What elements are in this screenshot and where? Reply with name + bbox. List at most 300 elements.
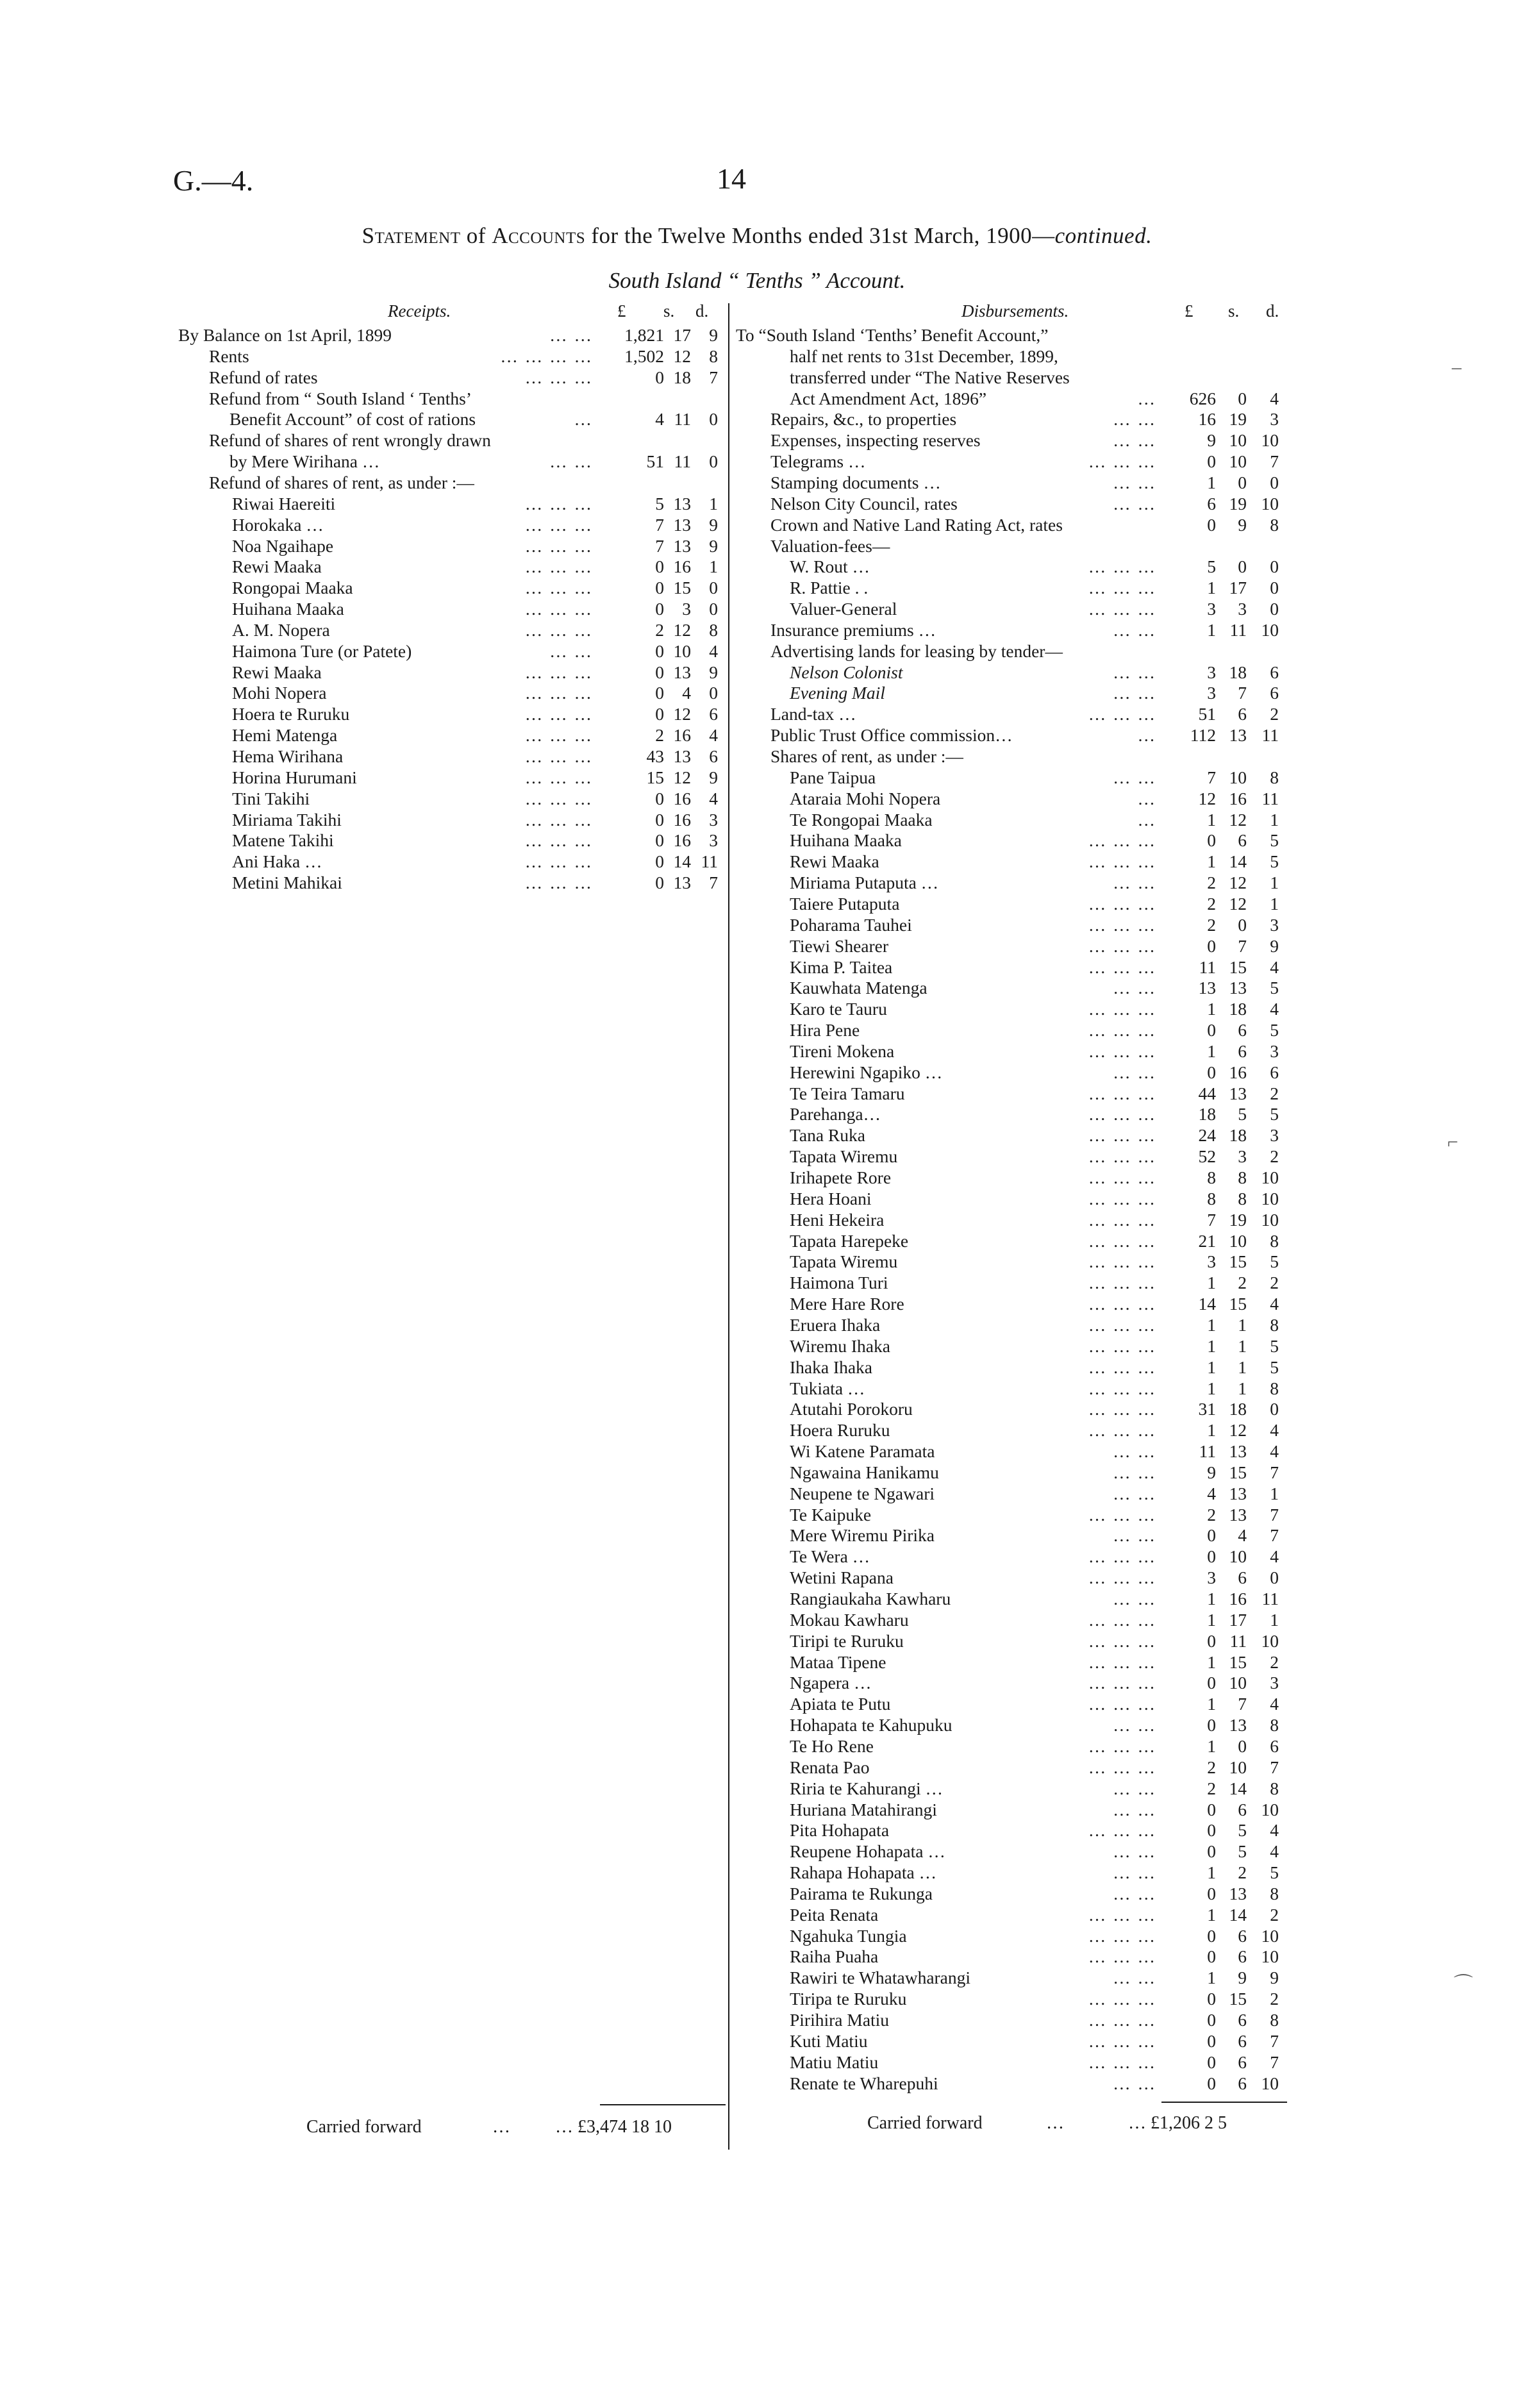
pounds-cell: 0 <box>1207 830 1216 851</box>
shillings-cell: 6 <box>1238 1799 1247 1819</box>
shillings-cell: 15 <box>1229 957 1247 977</box>
pence-cell: 8 <box>1270 1314 1279 1335</box>
shillings-cell: 17 <box>1229 578 1247 598</box>
pounds-cell: 5 <box>1207 556 1216 577</box>
row-label: Ataraia Mohi Nopera <box>790 788 941 808</box>
pounds-cell: 2 <box>655 619 664 640</box>
row-label: Rawiri te Whatawharangi <box>790 1968 971 1988</box>
shillings-cell: 5 <box>1238 1841 1247 1862</box>
disbursements-heading: Disbursements. <box>961 301 1069 321</box>
row-label: Nelson Colonist <box>790 662 903 682</box>
row-leader-dots: … … … <box>524 578 593 598</box>
pounds-cell: 1 <box>1207 1862 1216 1883</box>
row-label: Kima P. Taitea <box>790 957 893 977</box>
shillings-cell: 0 <box>1238 556 1247 577</box>
shillings-cell: 12 <box>1229 809 1247 830</box>
shillings-cell: 13 <box>1229 1883 1247 1903</box>
row-label: Refund of rates <box>209 367 318 387</box>
row-leader-dots: … … … <box>1088 1335 1156 1356</box>
pence-cell: 2 <box>1270 1273 1279 1293</box>
shillings-cell: 12 <box>1229 1420 1247 1441</box>
shillings-cell: 16 <box>673 809 691 830</box>
table-row <box>0 1210 1514 1231</box>
shillings-cell: 15 <box>1229 1294 1247 1314</box>
row-leader-dots: … … … <box>524 662 593 682</box>
receipts-pence-heading: d. <box>695 301 709 321</box>
pence-cell: 10 <box>1261 1946 1279 1967</box>
pounds-cell: 0 <box>1207 1630 1216 1651</box>
row-label: Poharama Tauhei <box>790 914 912 935</box>
row-leader-dots: … … <box>549 325 593 345</box>
pounds-cell: 0 <box>1207 1546 1216 1567</box>
pounds-cell: 3 <box>1207 1568 1216 1588</box>
row-label: Expenses, inspecting reserves <box>770 430 981 451</box>
pounds-cell: 11 <box>1199 1441 1216 1462</box>
row-label: Renata Pao <box>790 1757 870 1777</box>
shillings-cell: 6 <box>1238 704 1247 724</box>
pounds-cell: 16 <box>1198 409 1216 430</box>
table-row <box>0 1968 1514 1989</box>
row-label: Insurance premiums … <box>770 619 936 640</box>
shillings-cell: 6 <box>1238 1568 1247 1588</box>
row-label: Te Ho Rene <box>790 1735 874 1756</box>
pence-cell: 5 <box>1270 1251 1279 1272</box>
row-leader-dots: … <box>1137 725 1156 746</box>
row-leader-dots: … … … <box>1088 1420 1156 1441</box>
row-label: half net rents to 31st December, 1899, <box>790 346 1058 366</box>
pounds-cell: 0 <box>655 599 664 619</box>
row-leader-dots: … … <box>1113 662 1156 682</box>
row-leader-dots: … … … <box>1088 1104 1156 1125</box>
table-row <box>0 472 1514 494</box>
pence-cell: 4 <box>1270 957 1279 977</box>
pounds-cell: 1 <box>1207 1420 1216 1441</box>
row-label: Haimona Ture (or Patete) <box>232 640 412 661</box>
pounds-cell: 1 <box>1207 1357 1216 1377</box>
pence-cell: 5 <box>1270 1020 1279 1041</box>
row-label: Hera Hoani <box>790 1188 872 1208</box>
pounds-cell: 0 <box>655 640 664 661</box>
row-leader-dots: … … … <box>1088 935 1156 956</box>
pence-cell: 10 <box>1261 430 1279 451</box>
row-leader-dots: … … <box>1113 683 1156 703</box>
shillings-cell: 14 <box>673 851 691 872</box>
shillings-cell: 13 <box>1229 1441 1247 1462</box>
pounds-cell: 11 <box>1199 957 1216 977</box>
pence-cell: 1 <box>1270 1483 1279 1503</box>
table-row <box>0 1104 1514 1125</box>
table-row <box>0 767 1514 789</box>
row-leader-dots: … … … <box>524 619 593 640</box>
pounds-cell: 0 <box>1207 1715 1216 1735</box>
pounds-cell: 0 <box>1207 1841 1216 1862</box>
pounds-cell: 5 <box>655 493 664 514</box>
disbursements-carried-forward-label: Carried forward <box>867 2113 983 2133</box>
row-label: Refund of shares of rent, as under :— <box>209 472 474 492</box>
table-row <box>0 957 1514 978</box>
row-leader-dots: … … … <box>1088 1378 1156 1398</box>
shillings-cell: 9 <box>1238 1968 1247 1988</box>
row-label: Valuer-General <box>790 599 897 619</box>
row-leader-dots: … <box>1137 788 1156 808</box>
row-leader-dots: … … … <box>524 725 593 746</box>
pence-cell: 8 <box>1270 1378 1279 1398</box>
pounds-cell: 4 <box>655 409 664 430</box>
row-leader-dots: … … … <box>1088 1735 1156 1756</box>
row-leader-dots: … … … <box>1088 914 1156 935</box>
table-row <box>0 1926 1514 1947</box>
row-label: Rewi Maaka <box>232 556 322 577</box>
table-row <box>0 1441 1514 1462</box>
shillings-cell: 6 <box>1238 2073 1247 2093</box>
title-word-statement: Statement <box>362 223 461 248</box>
shillings-cell: 10 <box>1229 1546 1247 1567</box>
row-label: Tiripi te Ruruku <box>790 1630 904 1651</box>
disbursements-pound-heading: £ <box>1185 301 1194 321</box>
pence-cell: 7 <box>709 367 718 387</box>
pounds-cell: 2 <box>1207 914 1216 935</box>
table-row <box>0 1631 1514 1652</box>
pounds-cell: 0 <box>1207 1925 1216 1946</box>
row-leader-dots: … … <box>1113 430 1156 451</box>
row-leader-dots: … … <box>1113 1462 1156 1482</box>
row-leader-dots: … … … <box>1088 1083 1156 1103</box>
row-leader-dots: … … … <box>524 683 593 703</box>
pounds-cell: 0 <box>655 704 664 724</box>
table-row <box>0 1652 1514 1673</box>
row-leader-dots: … … … <box>1088 1167 1156 1187</box>
pounds-cell: 0 <box>655 367 664 387</box>
pounds-cell: 0 <box>1207 1946 1216 1967</box>
pence-cell: 5 <box>1270 830 1279 851</box>
table-row <box>0 620 1514 641</box>
pounds-cell: 0 <box>655 851 664 872</box>
row-label: A. M. Nopera <box>232 619 330 640</box>
pounds-cell: 0 <box>1207 1673 1216 1693</box>
table-row <box>0 1336 1514 1357</box>
row-label: Tini Takihi <box>232 788 310 808</box>
pence-cell: 9 <box>709 662 718 682</box>
table-row <box>0 1800 1514 1821</box>
pounds-cell: 0 <box>1207 935 1216 956</box>
pence-cell: 9 <box>709 535 718 556</box>
row-leader-dots: … <box>574 409 593 430</box>
pounds-cell: 2 <box>1207 1504 1216 1525</box>
pounds-cell: 7 <box>1207 1209 1216 1230</box>
row-label: Tukiata … <box>790 1378 865 1398</box>
pence-cell: 2 <box>1270 704 1279 724</box>
receipts-carried-forward-total: … £3,474 18 10 <box>555 2117 672 2137</box>
pounds-cell: 52 <box>1198 1146 1216 1167</box>
row-label: Hira Pene <box>790 1020 860 1041</box>
pence-cell: 7 <box>1270 451 1279 472</box>
table-row <box>0 2052 1514 2073</box>
scan-mark: ‒ <box>1452 356 1461 378</box>
table-row <box>0 1231 1514 1252</box>
pounds-cell: 51 <box>646 451 664 472</box>
table-row <box>0 830 1514 851</box>
row-label: Tireni Mokena <box>790 1041 895 1061</box>
row-leader-dots: … … … <box>1088 1673 1156 1693</box>
table-row <box>0 1294 1514 1315</box>
row-leader-dots: … … … <box>1088 851 1156 872</box>
row-leader-dots: … … … <box>524 556 593 577</box>
row-label: Ani Haka … <box>232 851 322 872</box>
table-row <box>0 1546 1514 1568</box>
shillings-cell: 6 <box>1238 2030 1247 2051</box>
shillings-cell: 0 <box>1238 1735 1247 1756</box>
table-row <box>0 1989 1514 2010</box>
pounds-cell: 6 <box>1207 493 1216 514</box>
shillings-cell: 16 <box>1229 1589 1247 1609</box>
shillings-cell: 13 <box>1229 978 1247 998</box>
table-row <box>0 1841 1514 1862</box>
row-label: Rewi Maaka <box>790 851 879 872</box>
row-label: Rewi Maaka <box>232 662 322 682</box>
shillings-cell: 9 <box>1238 514 1247 535</box>
pounds-cell: 1 <box>1207 1273 1216 1293</box>
pence-cell: 0 <box>1270 472 1279 492</box>
pounds-cell: 0 <box>1207 2030 1216 2051</box>
pence-cell: 0 <box>709 409 718 430</box>
pounds-cell: 0 <box>655 556 664 577</box>
row-leader-dots: … … … <box>1088 1399 1156 1419</box>
pence-cell: 8 <box>1270 1715 1279 1735</box>
row-leader-dots: … … … <box>1088 451 1156 472</box>
row-label: Wi Katene Paramata <box>790 1441 935 1462</box>
row-leader-dots: … … <box>1113 1525 1156 1546</box>
row-leader-dots: … … … <box>1088 2010 1156 2030</box>
table-row <box>0 536 1514 557</box>
shillings-cell: 0 <box>1238 914 1247 935</box>
pence-cell: 9 <box>709 514 718 535</box>
pounds-cell: 0 <box>1207 1799 1216 1819</box>
row-leader-dots: … … <box>1113 472 1156 492</box>
table-row <box>0 494 1514 515</box>
table-row <box>0 894 1514 915</box>
pounds-cell: 0 <box>1207 2010 1216 2030</box>
table-row <box>0 873 1514 894</box>
shillings-cell: 7 <box>1238 683 1247 703</box>
row-label: Tiewi Shearer <box>790 935 889 956</box>
pounds-cell: 0 <box>1207 514 1216 535</box>
disbursements-total-rule <box>1161 2102 1287 2103</box>
table-row <box>0 1251 1514 1273</box>
shillings-cell: 10 <box>1229 767 1247 787</box>
shillings-cell: 14 <box>1229 851 1247 872</box>
scan-mark: ⌒ <box>1454 1974 1473 1995</box>
shillings-cell: 5 <box>1238 1104 1247 1125</box>
pounds-cell: 1 <box>1207 1314 1216 1335</box>
pence-cell: 4 <box>1270 388 1279 408</box>
pounds-cell: 1 <box>1207 472 1216 492</box>
row-leader-dots: … … … … <box>500 346 593 366</box>
pence-cell: 8 <box>1270 2010 1279 2030</box>
row-leader-dots: … … … <box>524 746 593 766</box>
receipts-carried-forward-dots: … <box>492 2117 510 2137</box>
shillings-cell: 12 <box>1229 893 1247 914</box>
row-leader-dots: … … … <box>524 535 593 556</box>
table-row <box>0 999 1514 1020</box>
table-row <box>0 1905 1514 1926</box>
row-label: Taiere Putaputa <box>790 893 900 914</box>
row-leader-dots: … … … <box>524 514 593 535</box>
row-label: Stamping documents … <box>770 472 941 492</box>
shillings-cell: 13 <box>1229 1083 1247 1103</box>
row-label: Riwai Haereiti <box>232 493 336 514</box>
row-label: Apiata te Putu <box>790 1694 891 1714</box>
row-label: Tapata Harepeke <box>790 1230 909 1251</box>
title-rest: for the Twelve Months ended 31st March, 1900— <box>591 223 1055 248</box>
row-leader-dots: … … … <box>1088 2052 1156 2072</box>
pence-cell: 4 <box>1270 1441 1279 1462</box>
row-label: Ngahuka Tungia <box>790 1925 907 1946</box>
shillings-cell: 16 <box>673 725 691 746</box>
shillings-cell: 1 <box>1238 1314 1247 1335</box>
pence-cell: 0 <box>1270 1568 1279 1588</box>
row-leader-dots: … … … <box>1088 1946 1156 1967</box>
table-row <box>0 746 1514 767</box>
table-row <box>0 641 1514 662</box>
row-leader-dots: … … … <box>1088 1925 1156 1946</box>
pounds-cell: 1 <box>1207 1651 1216 1672</box>
shillings-cell: 12 <box>673 704 691 724</box>
row-label: Renate te Wharepuhi <box>790 2073 938 2093</box>
pounds-cell: 0 <box>1207 1525 1216 1546</box>
pounds-cell: 2 <box>1207 893 1216 914</box>
row-label: Public Trust Office commission… <box>770 725 1013 746</box>
table-row <box>0 1589 1514 1610</box>
pence-cell: 8 <box>1270 1883 1279 1903</box>
shillings-cell: 14 <box>1229 1904 1247 1925</box>
pence-cell: 6 <box>1270 683 1279 703</box>
shillings-cell: 6 <box>1238 1925 1247 1946</box>
shillings-cell: 13 <box>673 514 691 535</box>
pence-cell: 6 <box>709 746 718 766</box>
pounds-cell: 1 <box>1207 578 1216 598</box>
scan-mark: ⌐ <box>1447 1132 1458 1153</box>
table-row <box>0 1378 1514 1400</box>
row-label: Tapata Wiremu <box>790 1146 898 1167</box>
row-leader-dots: … … <box>549 451 593 472</box>
document-reference: G.—4. <box>173 164 254 197</box>
row-leader-dots: … … … <box>1088 1357 1156 1377</box>
pence-cell: 10 <box>1261 493 1279 514</box>
row-label: Crown and Native Land Rating Act, rates <box>770 514 1063 535</box>
receipts-shillings-heading: s. <box>663 301 675 321</box>
pence-cell: 3 <box>1270 409 1279 430</box>
row-label: Repairs, &c., to properties <box>770 409 957 430</box>
pounds-cell: 0 <box>1207 1062 1216 1082</box>
table-row <box>0 1568 1514 1589</box>
pence-cell: 8 <box>709 346 718 366</box>
row-label: Atutahi Porokoru <box>790 1399 913 1419</box>
row-leader-dots: … … … <box>524 704 593 724</box>
table-row <box>0 1083 1514 1105</box>
pounds-cell: 626 <box>1189 388 1216 408</box>
pence-cell: 10 <box>1261 1630 1279 1651</box>
row-leader-dots: … … … <box>524 788 593 808</box>
row-leader-dots: … … <box>1113 1062 1156 1082</box>
row-label: Pairama te Rukunga <box>790 1883 933 1903</box>
row-label: Huihana Maaka <box>232 599 344 619</box>
pence-cell: 4 <box>1270 1820 1279 1841</box>
shillings-cell: 12 <box>1229 873 1247 893</box>
pence-cell: 11 <box>1261 725 1279 746</box>
shillings-cell: 15 <box>1229 1251 1247 1272</box>
row-label: Horokaka … <box>232 514 324 535</box>
row-label: Hema Wirihana <box>232 746 344 766</box>
title-continued: continued. <box>1054 223 1152 248</box>
shillings-cell: 6 <box>1238 2010 1247 2030</box>
table-row <box>0 1167 1514 1189</box>
table-row <box>0 2073 1514 2094</box>
shillings-cell: 16 <box>673 830 691 851</box>
shillings-cell: 13 <box>673 493 691 514</box>
shillings-cell: 13 <box>673 535 691 556</box>
pence-cell: 2 <box>1270 1146 1279 1167</box>
pence-cell: 1 <box>709 493 718 514</box>
table-row <box>0 389 1514 410</box>
row-leader-dots: … … … <box>1088 1757 1156 1777</box>
table-row <box>0 1041 1514 1062</box>
pence-cell: 8 <box>709 619 718 640</box>
row-leader-dots: … … <box>1113 409 1156 430</box>
pence-cell: 5 <box>1270 1862 1279 1883</box>
shillings-cell: 6 <box>1238 2052 1247 2072</box>
table-row <box>0 1820 1514 1841</box>
row-label: Miriama Putaputa … <box>790 873 939 893</box>
row-label: Reupene Hohapata … <box>790 1841 945 1862</box>
pence-cell: 1 <box>1270 873 1279 893</box>
table-row <box>0 936 1514 957</box>
row-leader-dots: … <box>1137 809 1156 830</box>
pounds-cell: 24 <box>1198 1125 1216 1146</box>
table-row <box>0 1315 1514 1336</box>
row-leader-dots: … … … <box>1088 2030 1156 2051</box>
pounds-cell: 112 <box>1190 725 1216 746</box>
pence-cell: 3 <box>709 809 718 830</box>
receipts-total-rule <box>600 2104 726 2105</box>
pounds-cell: 2 <box>1207 1757 1216 1777</box>
row-leader-dots: … … … <box>1088 1630 1156 1651</box>
row-label: Irihapete Rore <box>790 1167 892 1187</box>
shillings-cell: 1 <box>1238 1335 1247 1356</box>
row-label: To “South Island ‘Tenths’ Benefit Account,” <box>736 325 1049 345</box>
shillings-cell: 18 <box>1229 1399 1247 1419</box>
shillings-cell: 16 <box>1229 788 1247 808</box>
row-leader-dots: … … … <box>1088 1251 1156 1272</box>
row-label: Pane Taipua <box>790 767 876 787</box>
shillings-cell: 19 <box>1229 409 1247 430</box>
row-leader-dots: … … <box>1113 767 1156 787</box>
pence-cell: 5 <box>1270 1335 1279 1356</box>
row-label: Kuti Matiu <box>790 2030 868 2051</box>
row-leader-dots: … … … <box>524 367 593 387</box>
row-leader-dots: … … <box>1113 1841 1156 1862</box>
pence-cell: 2 <box>1270 1651 1279 1672</box>
row-leader-dots: … … <box>1113 2073 1156 2093</box>
row-leader-dots: … … <box>1113 1441 1156 1462</box>
row-leader-dots: … … … <box>1088 578 1156 598</box>
pence-cell: 9 <box>709 767 718 787</box>
pounds-cell: 3 <box>1207 599 1216 619</box>
row-label: By Balance on 1st April, 1899 <box>178 325 392 345</box>
row-label: Raiha Puaha <box>790 1946 879 1967</box>
shillings-cell: 19 <box>1229 1209 1247 1230</box>
row-leader-dots: … … <box>1113 1778 1156 1798</box>
pence-cell: 10 <box>1261 1167 1279 1187</box>
